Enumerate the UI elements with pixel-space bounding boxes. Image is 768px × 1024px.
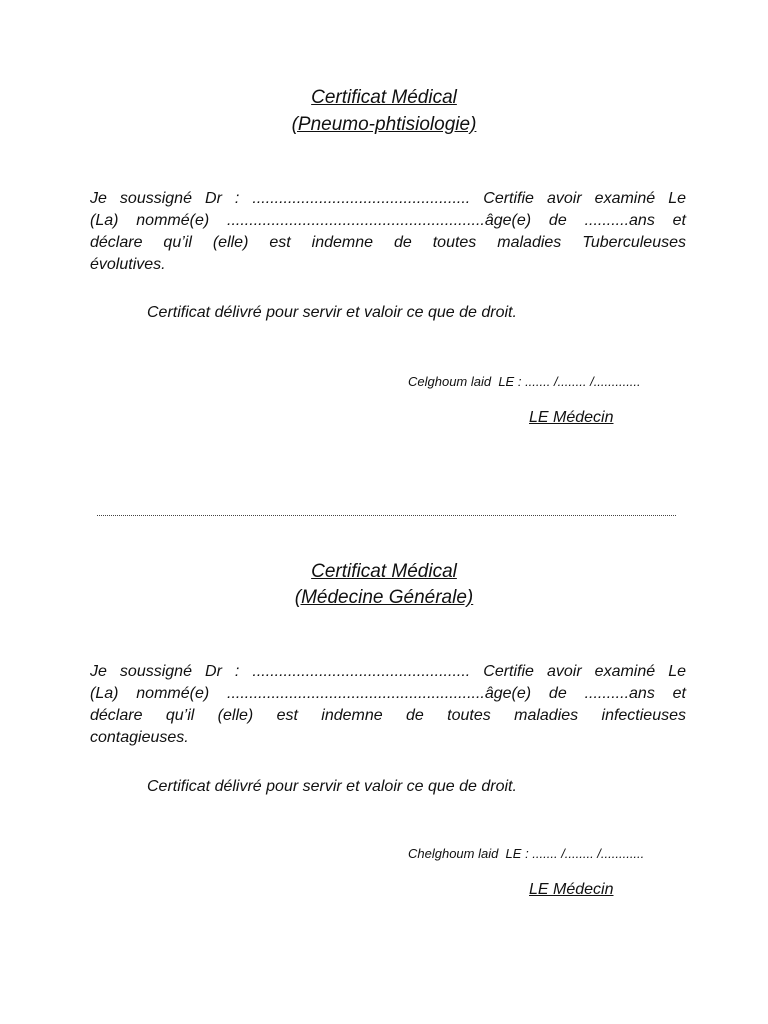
signature-label: LE Médecin [529,881,614,898]
body-line: Je soussigné Dr : ................................................. Certifie avoir examiné Le [90,190,686,207]
body-line: contagieuses. [90,729,189,746]
place-date-line: Celghoum laid LE : ....... /........ /............. [408,374,641,389]
body-line: Je soussigné Dr : ................................................. Certifie avoir examiné Le [90,663,686,680]
certificate-subtitle [0,112,768,138]
place-date-line: Chelghoum laid LE : ....... /........ /............ [408,846,645,861]
certificate-body [90,188,686,276]
signature-label: LE Médecin [529,409,614,426]
closing-statement: Certificat délivré pour servir et valoir ce que de droit. [147,304,517,321]
certificate-subtitle-text: (Médecine Générale) [294,587,474,608]
body-line: (La) nommé(e) ..........................................................âge(e) de ..........ans et [90,685,686,702]
certificate-title [0,85,768,111]
body-line: (La) nommé(e) ..........................................................âge(e) de ..........ans et [90,212,686,229]
certificate-subtitle [0,585,768,611]
certificate-body [90,661,686,749]
certificate-title [0,559,768,585]
certificate-title-text: Certificat Médical [311,561,457,582]
cut-separator [97,515,676,516]
body-line: déclare qu’il (elle) est indemne de toutes maladies infectieuses [90,707,686,724]
body-line: déclare qu’il (elle) est indemne de toutes maladies Tuberculeuses [90,234,686,251]
certificate-subtitle-text: (Pneumo-phtisiologie) [291,114,477,135]
certificate-title-text: Certificat Médical [311,87,457,108]
body-line: évolutives. [90,256,166,273]
closing-statement: Certificat délivré pour servir et valoir ce que de droit. [147,778,517,795]
